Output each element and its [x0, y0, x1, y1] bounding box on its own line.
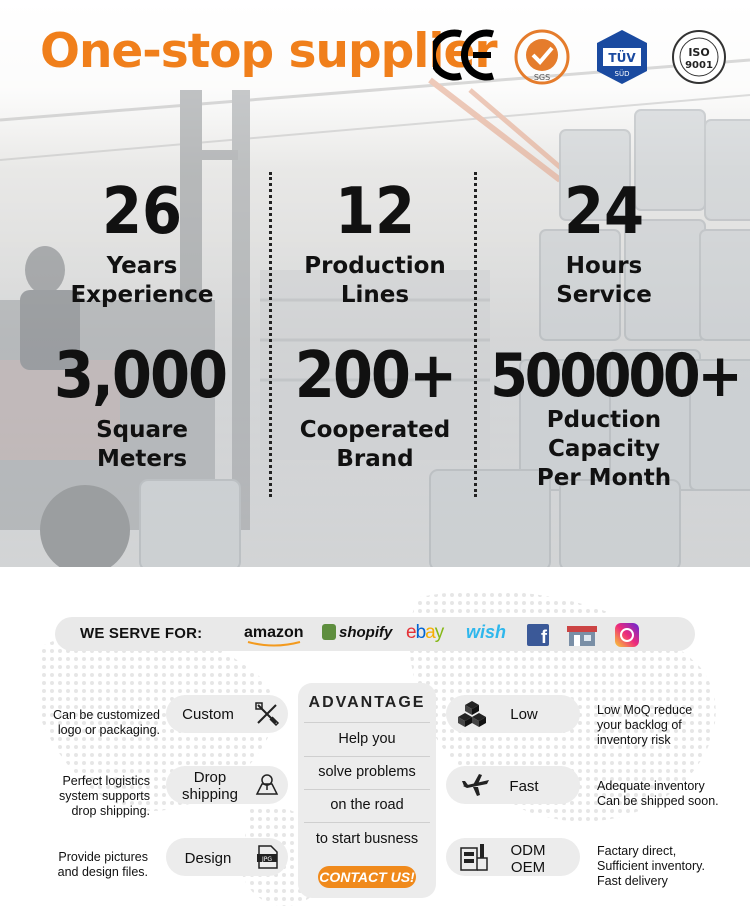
stat-label-years: Years Experience — [70, 253, 214, 308]
advantage-line: solve problems — [318, 764, 416, 780]
stat-label-brands: Cooperated Brand — [299, 417, 451, 472]
svg-text:ISO: ISO — [688, 46, 710, 59]
wish-logo-icon: wish — [466, 622, 507, 642]
stat-value-hours: 24 — [563, 175, 645, 249]
map-pin-icon — [254, 772, 280, 798]
svg-text:TÜV: TÜV — [608, 51, 636, 65]
stat-label-square-meters: Square Meters — [96, 417, 188, 472]
we-serve-label: WE SERVE FOR: — [80, 625, 203, 642]
page-title: One-stop supplier — [40, 24, 497, 79]
stat-label-capacity: Pduction Capacity Per Month — [536, 407, 672, 491]
fast-description: Adequate inventory Can be shipped soon. — [597, 779, 719, 808]
contact-us-button[interactable]: CONTACT US! — [318, 866, 416, 888]
ce-mark-icon — [433, 28, 497, 82]
stat-value-brands: 200+ — [294, 339, 456, 413]
advantage-line: Help you — [338, 731, 396, 747]
custom-description: Can be customized logo or packaging. — [52, 708, 160, 737]
divider — [304, 722, 430, 723]
advantage-title: ADVANTAGE — [308, 694, 426, 711]
facebook-logo-icon: f — [527, 624, 549, 646]
odm-oem-label: ODM OEM — [510, 842, 546, 876]
stat-label-lines: Production Lines — [304, 253, 446, 308]
amazon-logo-icon: amazon — [244, 624, 304, 642]
advantage-line: on the road — [330, 797, 404, 813]
stat-value-lines: 12 — [334, 175, 416, 249]
instagram-logo-icon — [615, 623, 639, 647]
factory-icon — [458, 842, 490, 872]
shopify-logo-icon: shopify — [322, 624, 392, 641]
store-icon — [566, 622, 598, 648]
divider — [304, 822, 430, 823]
airplane-icon — [461, 772, 491, 798]
advantage-line: to start busness — [315, 831, 419, 847]
custom-label: Custom — [182, 706, 234, 723]
svg-text:SÜD: SÜD — [614, 70, 630, 78]
sgs-logo-icon — [513, 28, 571, 86]
drop-shipping-description: Perfect logistics system supports drop shipping. — [58, 774, 150, 818]
divider — [304, 789, 430, 790]
low-description: Low MoQ reduce your backlog of inventory risk — [597, 703, 693, 747]
column-divider — [269, 172, 272, 497]
fast-label: Fast — [509, 778, 539, 795]
drop-shipping-label: Drop shipping — [182, 769, 238, 803]
low-label: Low — [510, 706, 538, 723]
odm-oem-description: Factary direct, Sufficient inventory. Fast delivery — [597, 844, 705, 888]
design-label: Design — [184, 850, 232, 867]
ebay-logo-icon: ebay — [406, 622, 444, 643]
stat-value-years: 26 — [101, 175, 183, 249]
design-description: Provide pictures and design files. — [57, 850, 148, 879]
svg-text:SGS: SGS — [533, 73, 551, 82]
tools-icon — [254, 701, 280, 727]
tuv-sud-logo-icon — [593, 28, 651, 86]
svg-text:JPG: JPG — [261, 856, 273, 863]
boxes-icon — [457, 700, 487, 728]
divider — [304, 756, 430, 757]
jpg-file-icon — [256, 844, 280, 870]
stat-value-capacity: 500000+ — [490, 341, 740, 411]
stat-label-hours: Hours Service — [556, 253, 652, 308]
stat-value-square-meters: 3,000 — [53, 339, 227, 413]
column-divider — [474, 172, 477, 497]
svg-text:9001: 9001 — [685, 60, 713, 71]
iso9001-logo-icon — [670, 28, 728, 86]
